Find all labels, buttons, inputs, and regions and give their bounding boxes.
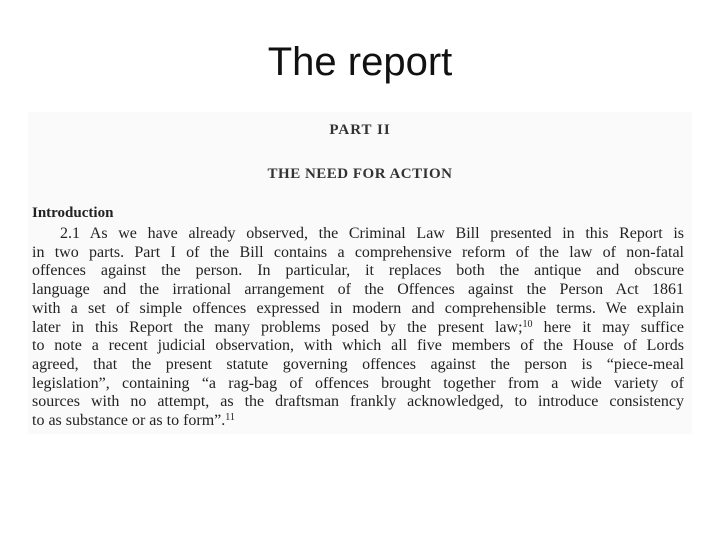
paragraph-line-tail: here it may suffice	[532, 318, 685, 336]
paragraph-line-last	[32, 412, 684, 431]
paragraph-line: to note a recent judicial observation, with which all five members of the House of Lords	[32, 337, 684, 355]
section-heading: THE NEED FOR ACTION	[267, 166, 453, 182]
footnote-ref-11: 11	[225, 412, 235, 424]
paragraph-line: legislation”, containing “a rag-bag of offences brought together from a wide variety of	[32, 374, 684, 392]
paragraph-line: with a set of simple offences expressed in modern and comprehensible terms. We explain	[32, 299, 684, 317]
paragraph-line: language and the irrational arrangement of the Offences against the Person Act 1861	[32, 281, 684, 299]
paragraph-line: offences against the person. In particular, it replaces both the antique and obscure	[32, 262, 684, 280]
introduction-heading: Introduction	[32, 205, 114, 221]
slide-title: The report	[267, 40, 453, 84]
paragraph-line-with-footnote	[32, 319, 684, 338]
paragraph-line: 2.1 As we have already observed, the Criminal Law Bill presented in this Report is	[60, 225, 684, 242]
paragraph-line: agreed, that the present statute governing offences against the person is “piece-meal	[32, 355, 684, 373]
paragraph-line: in two parts. Part I of the Bill contains a comprehensive reform of the law of non-fatal	[32, 243, 684, 261]
paragraph-line-text: to as substance or as to form”.	[32, 412, 226, 430]
paragraph-line-text: later in this Report the many problems posed by the present law;	[32, 318, 523, 336]
paragraph-2-1	[32, 225, 684, 431]
document-excerpt	[28, 112, 692, 434]
part-heading: PART II	[329, 122, 391, 138]
paragraph-line: sources with no attempt, as the draftsman frankly acknowledged, to introduce consistency	[32, 393, 684, 411]
footnote-ref-10: 10	[522, 318, 533, 330]
